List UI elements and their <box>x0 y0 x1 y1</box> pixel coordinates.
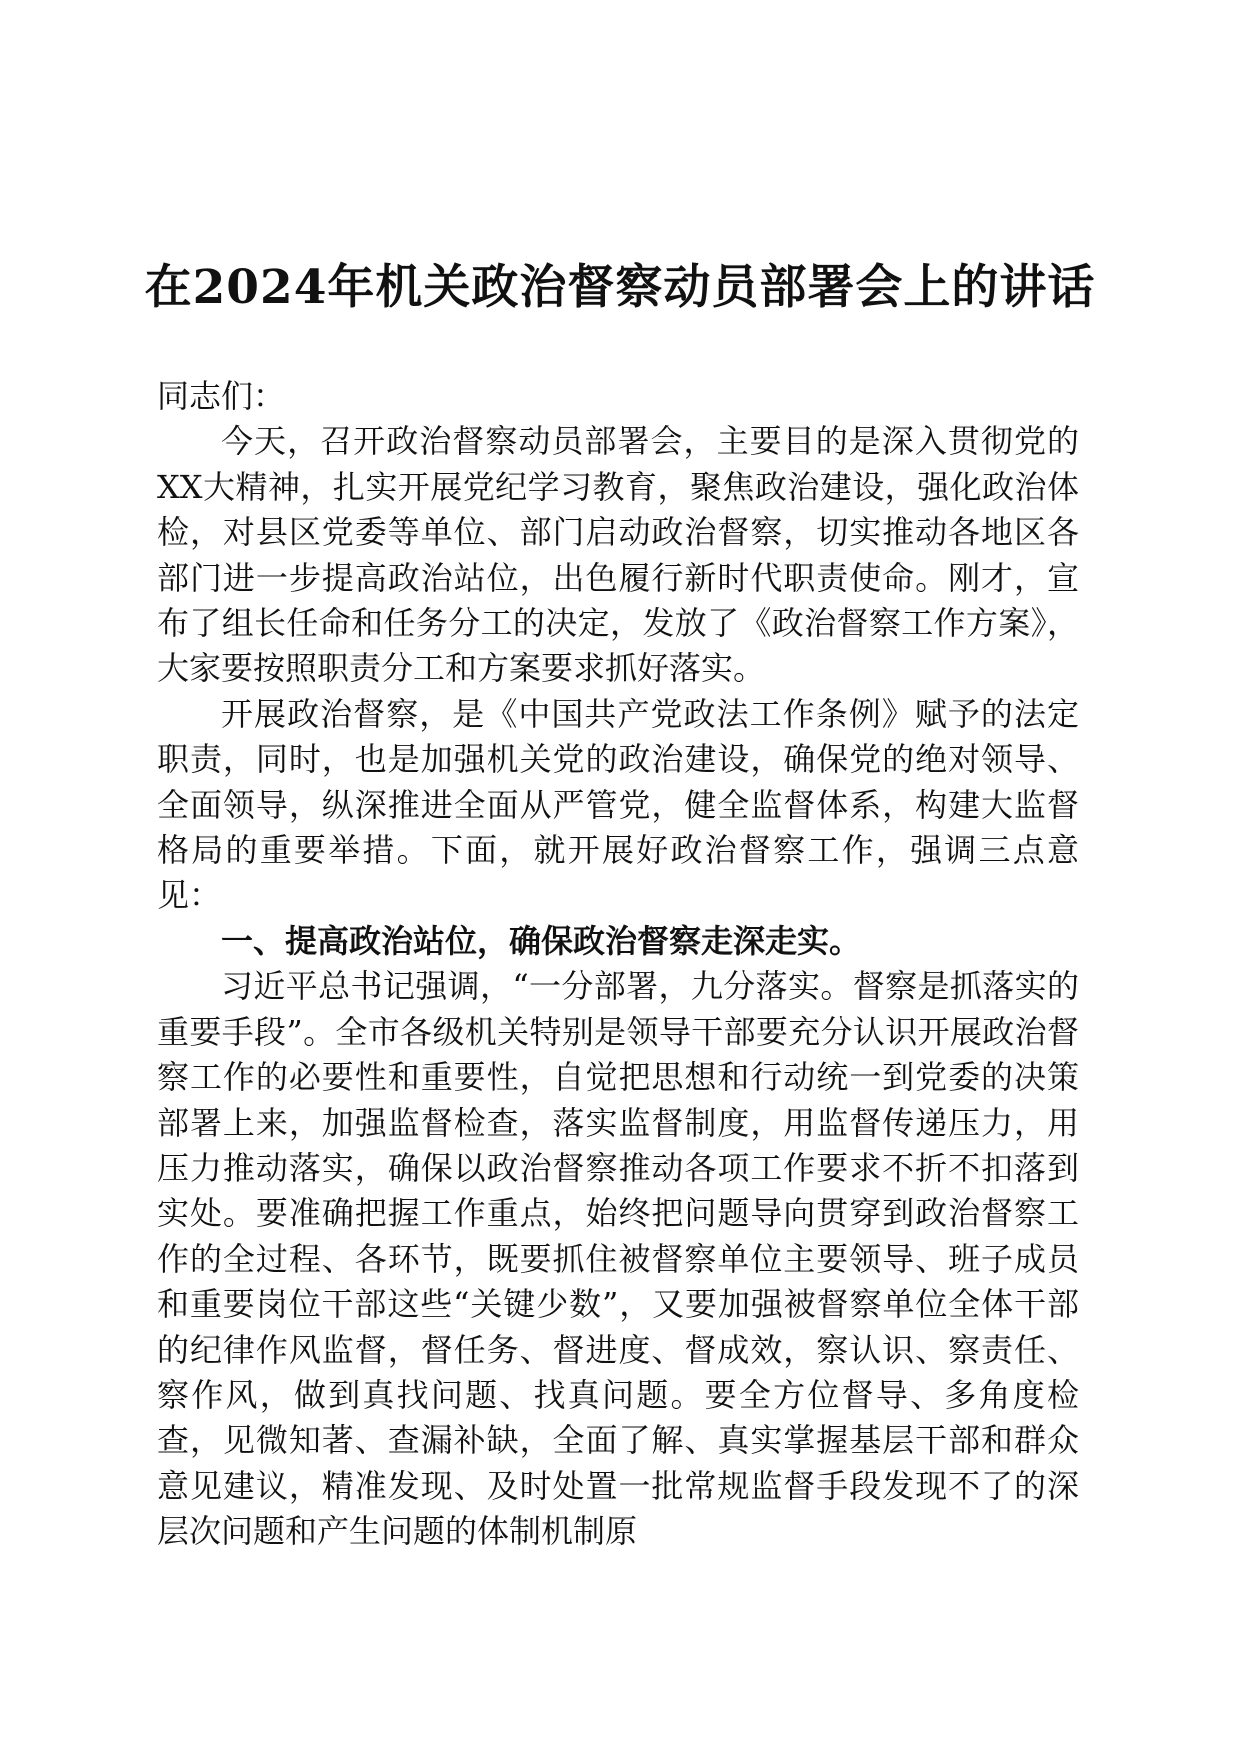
document-body <box>157 374 1079 1555</box>
paragraph-purpose: 开展政治督察，是《中国共产党政法工作条例》赋予的法定职责，同时，也是加强机关党的政治建设，确保党的绝对领导、全面领导，纵深推进全面从严管党，健全监督体系，构建大监督格局的重要举措。下面，就开展好政治督察工作，强调三点意见： <box>157 694 1079 915</box>
salutation: 同志们： <box>157 377 286 415</box>
document-title: 在2024年机关政治督察动员部署会上的讲话 <box>144 260 1096 315</box>
paragraph-intro: 今天，召开政治督察动员部署会，主要目的是深入贯彻党的XX大精神，扎实开展党纪学习教育，聚焦政治建设，强化政治体检，对县区党委等单位、部门启动政治督察，切实推动各地区各部门进一步提高政治站位，出色履行新时代职责使命。刚才，宣布了组长任命和任务分工的决定，发放了《政治督察工作方案》，大家要按照职责分工和方案要求抓好落实。 <box>157 422 1079 688</box>
section-paragraph: 习近平总书记强调，“一分部署，九分落实。督察是抓落实的重要手段”。全市各级机关特别是领导干部要充分认识开展政治督察工作的必要性和重要性，自觉把思想和行动统一到党委的决策部署上来，加强监督检查，落实监督制度，用监督传递压力，用压力推动落实，确保以政治督察推动各项工作要求不折不扣落到实处。要准确把握工作重点，始终把问题导向贯穿到政治督察工作的全过程、各环节，既要抓住被督察单位主要领导、班子成员和重要岗位干部这些“关键少数”，又要加强被督察单位全体干部的纪律作风监督，督任务、督进度、督成效，察认识、察责任、察作风，做到真找问题、找真问题。要全方位督导、多角度检查，见微知著、查漏补缺，全面了解、真实掌握基层干部和群众意见建议，精准发现、及时处置一批常规监督手段发现不了的深层次问题和产生问题的体制机制原 <box>157 967 1079 1551</box>
section-heading: 一、提高政治站位，确保政治督察走深走实。 <box>221 921 862 960</box>
